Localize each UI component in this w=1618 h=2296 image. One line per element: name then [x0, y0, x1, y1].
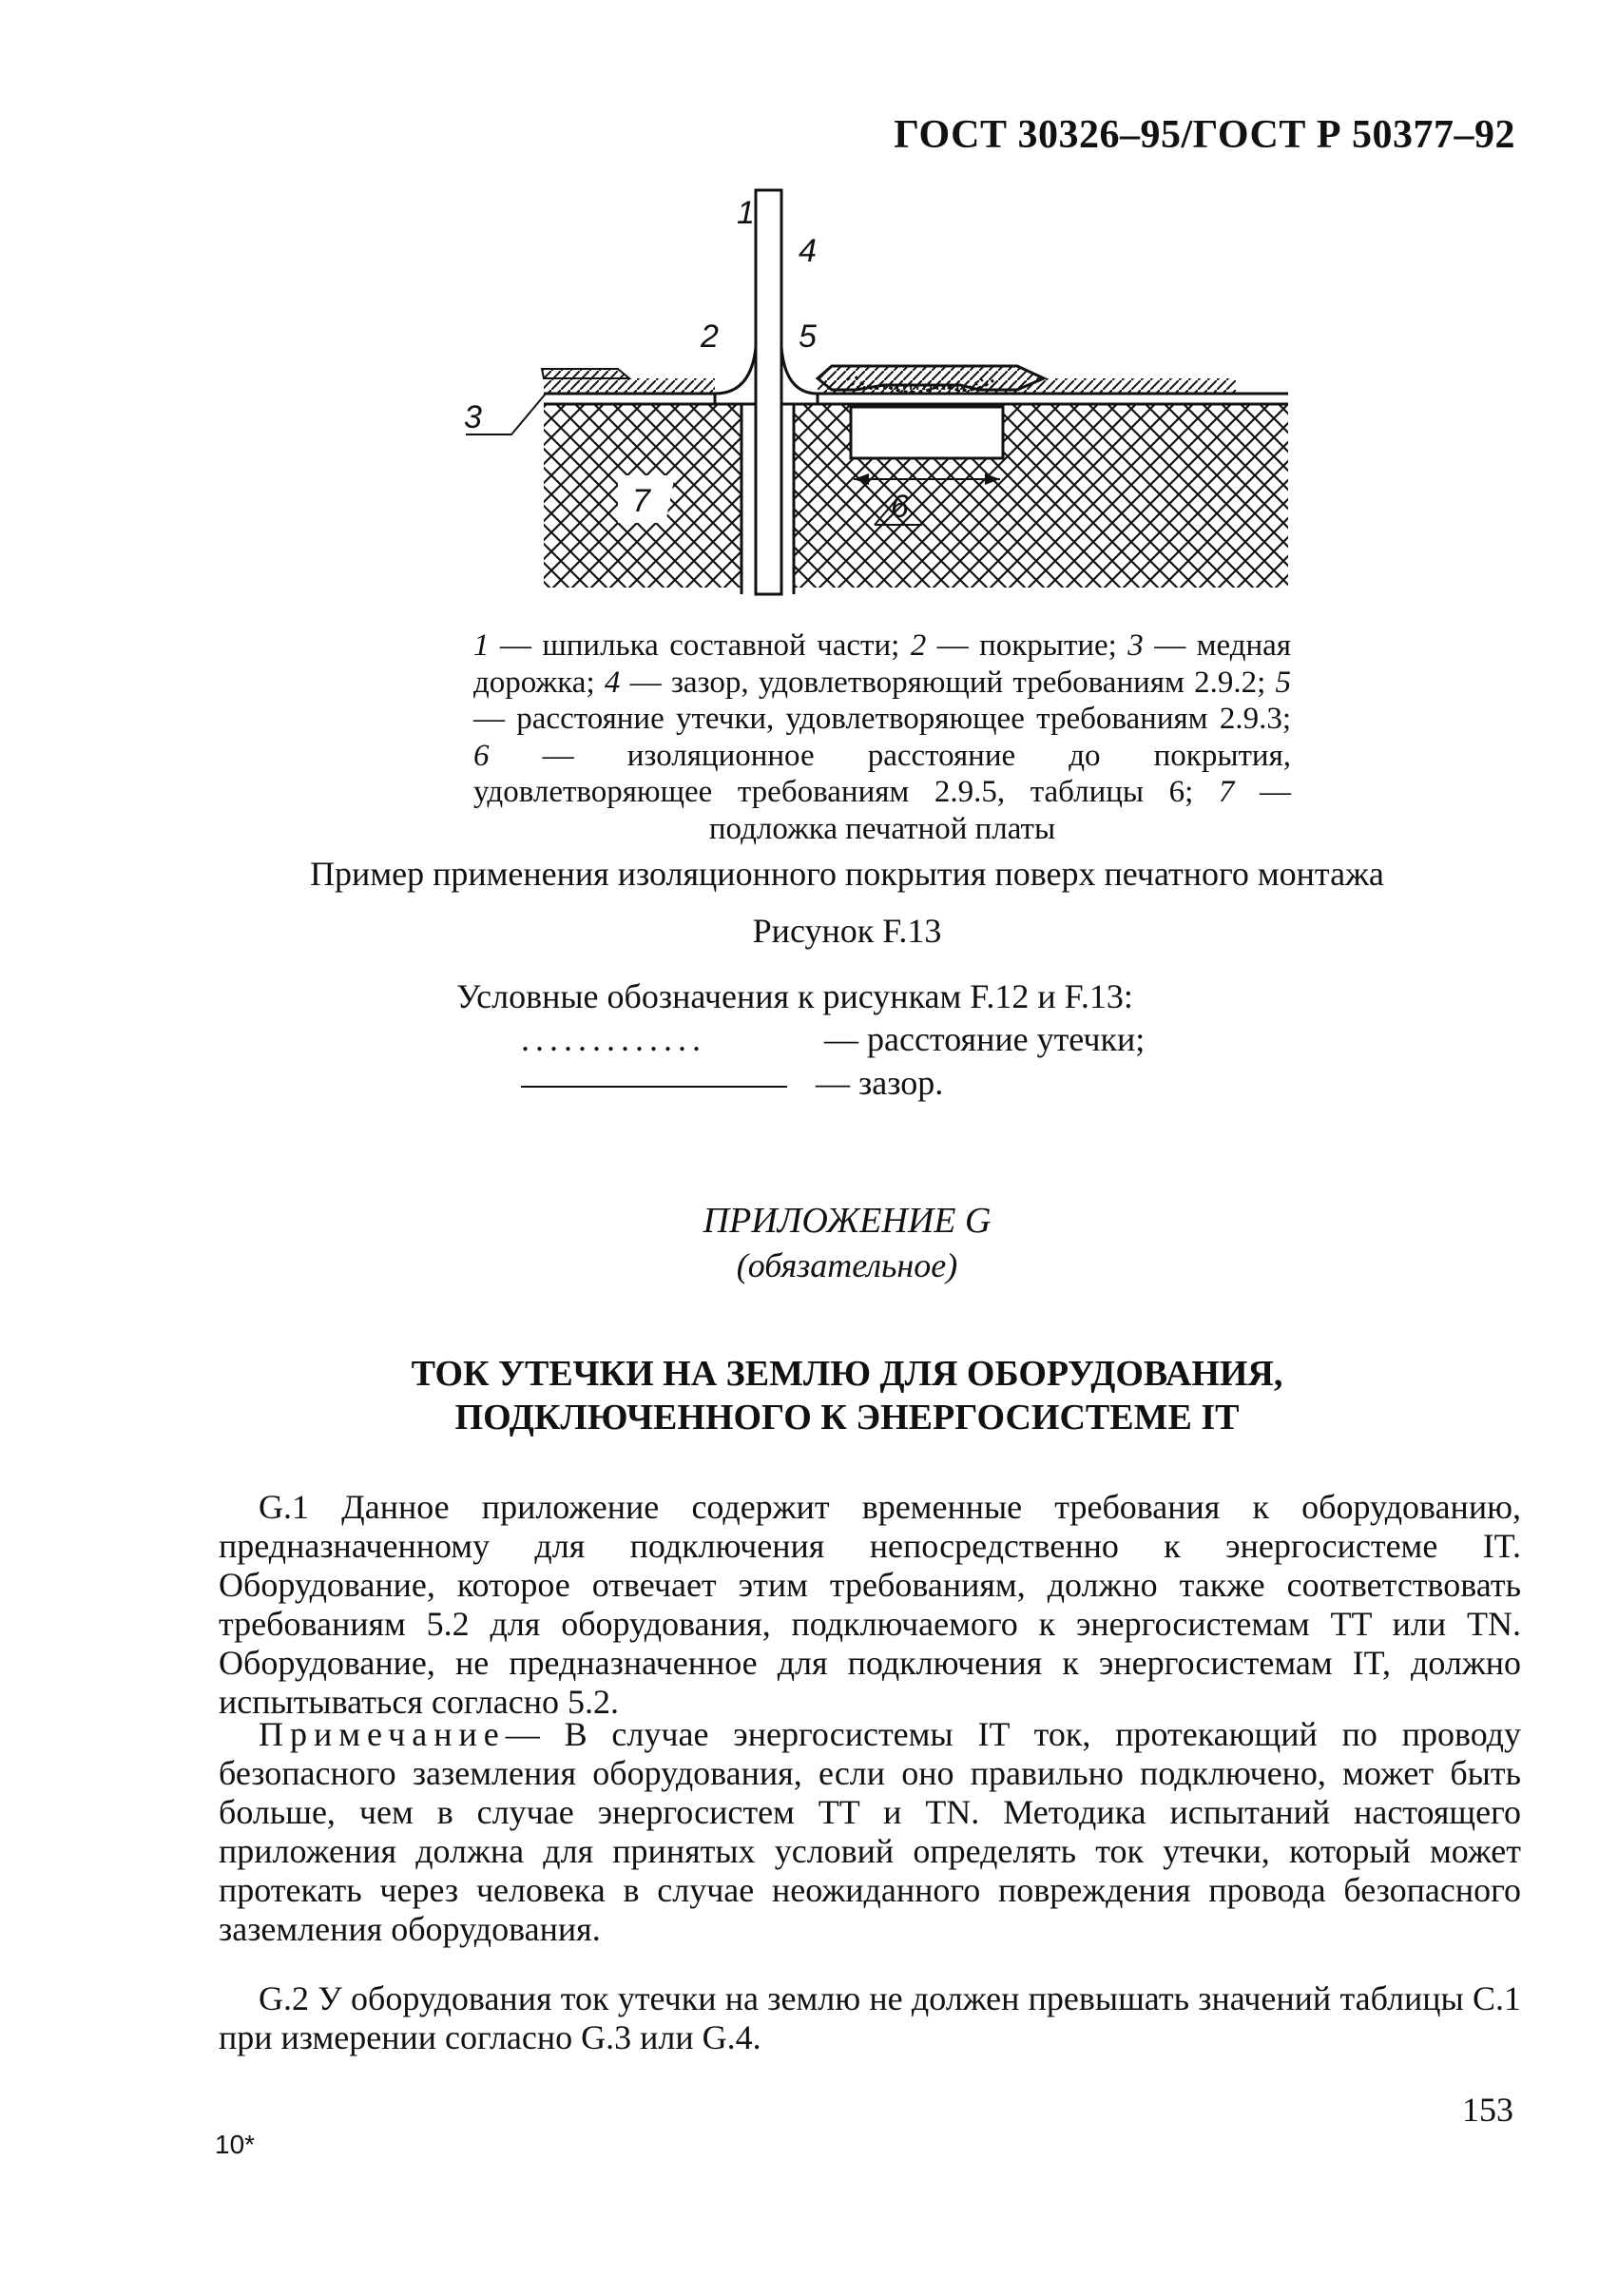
figure-label-6: 6 — [891, 489, 909, 525]
legend-text: — подложка печатной платы — [708, 775, 1291, 846]
legend-text: — шпилька составной части; — [489, 628, 911, 663]
convention-creepage — [521, 1019, 1145, 1059]
figure-label-3: 3 — [464, 399, 482, 435]
document-header: ГОСТ 30326–95/ГОСТ Р 50377–92 — [894, 113, 1515, 157]
legend-number: 2 — [910, 628, 927, 663]
dotted-line-symbol: ............. — [521, 1020, 706, 1058]
figure-label-2: 2 — [701, 318, 719, 355]
figure-label-5: 5 — [799, 318, 817, 355]
legend-number: 5 — [1275, 665, 1291, 700]
paragraph-g1 — [219, 1488, 1521, 1722]
legend-text: — зазор, удовлетворяющий требованиям 2.9.2; — [620, 665, 1276, 700]
convention-creepage-text: — расстояние утечки; — [824, 1020, 1146, 1058]
conventions-title: Условные обозначения к рисункам F.12 и F.13: — [456, 977, 1133, 1015]
section-heading-line2: ПОДКЛЮЧЕННОГО К ЭНЕРГОСИСТЕМЕ IT — [454, 1398, 1240, 1437]
solid-line-symbol — [521, 1086, 787, 1088]
section-heading — [0, 1352, 1618, 1439]
figure-caption: Рисунок F.13 — [752, 912, 942, 950]
paragraph-g2-text: G.2 У оборудования ток утечки на землю не должен превышать значений таблицы C.1 при измерении согласно G.3 или G.4. — [219, 1979, 1521, 2056]
legend-text: — изоляционное расстояние до покрытия, удовлетворяющее требованиям 2.9.5, таблицы 6; — [473, 738, 1291, 809]
paragraph-g2 — [219, 1979, 1521, 2057]
appendix-subtitle: (обязательное) — [736, 1246, 958, 1284]
legend-number: 1 — [473, 628, 490, 663]
figure-f13-drawing — [464, 190, 1293, 608]
convention-clearance — [521, 1063, 943, 1103]
figure-label-1: 1 — [737, 195, 755, 231]
legend-text: — медная дорожка; — [473, 628, 1292, 700]
legend-number: 6 — [473, 738, 490, 773]
note-label: Примечание — [259, 1715, 506, 1753]
figure-label-4: 4 — [799, 233, 817, 269]
legend-text: — расстояние утечки, удовлетворяющее требованиям 2.9.3; — [473, 702, 1291, 736]
legend-number: 3 — [1127, 628, 1144, 663]
figure-label-7: 7 — [632, 483, 650, 519]
section-heading-line1: ТОК УТЕЧКИ НА ЗЕМЛЮ ДЛЯ ОБОРУДОВАНИЯ, — [411, 1354, 1283, 1394]
paragraph-g1-text: G.1 Данное приложение содержит временные требования к оборудованию, предназначенному для подключения непосредственно к энергосистеме IT. Оборудование, которое отвечает этим требованиям, должно также соответствовать требованиям 5.2 для оборудования, подключаемого к энергосистемам TT или TN. Оборудование, не предназначенное для подключения к энергосистемам IT, должно испытываться согласно 5.2. — [219, 1488, 1521, 1721]
legend-text: — покрытие; — [926, 628, 1128, 663]
legend-number: 7 — [1218, 775, 1235, 809]
figure-legend — [473, 627, 1291, 847]
signature-mark: 10* — [215, 2130, 256, 2159]
component-pin — [756, 190, 781, 594]
page-number: 153 — [1462, 2091, 1513, 2129]
convention-clearance-text: — зазор. — [816, 1064, 944, 1102]
legend-number: 4 — [604, 665, 621, 700]
figure-title: Пример применения изоляционного покрытия поверх печатного монтажа — [310, 855, 1384, 893]
note-paragraph — [219, 1715, 1521, 1949]
copper-track-left — [544, 378, 715, 394]
appendix-title: ПРИЛОЖЕНИЕ G — [703, 1201, 992, 1241]
note-text: — В случае энергосистемы IT ток, протекающий по проводу безопасного заземления оборудования, если оно правильно подключено, может быть больше, чем в случае энергосистем TT и TN. Методика испытаний настоящего приложения должна для принятых условий определять ток утечки, который может протекать через человека в случае неожиданного повреждения провода безопасного заземления оборудования. — [219, 1715, 1521, 1948]
